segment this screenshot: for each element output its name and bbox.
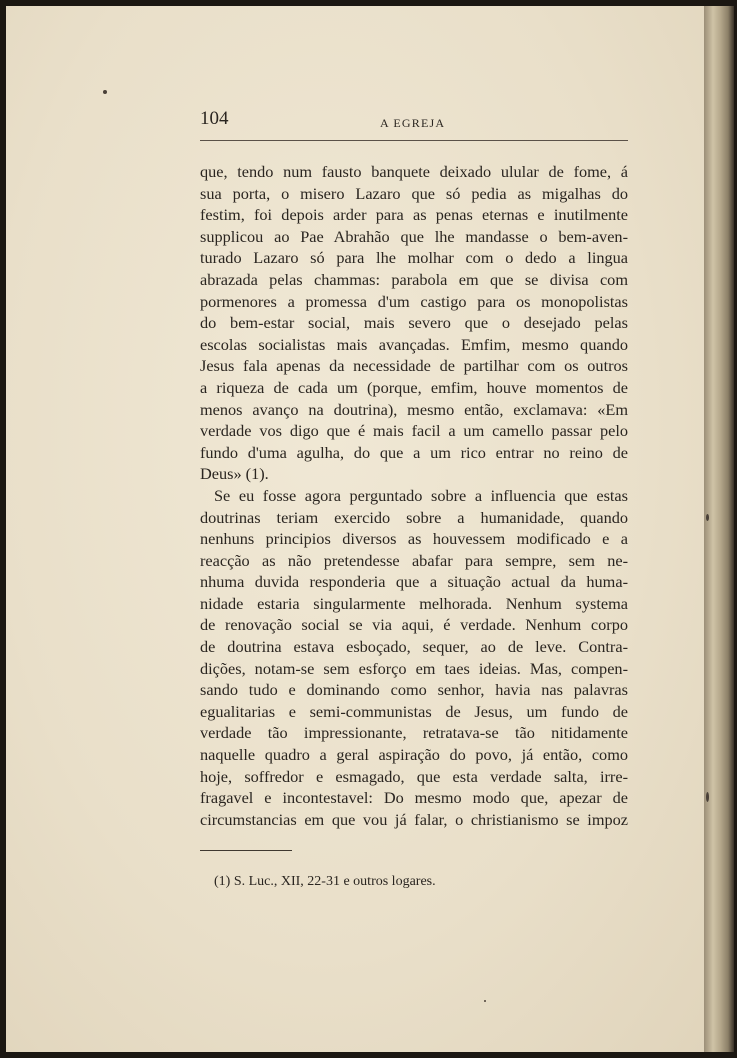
text-line: que, tendo num fausto banquete deixado ulular de fome, á (200, 162, 628, 181)
text-line: Se eu fosse agora perguntado sobre a influencia que estas (214, 485, 628, 505)
paper-speck (484, 1000, 486, 1002)
text-line: de doutrina estava esboçado, sequer, ao de leve. Contra- (200, 637, 628, 657)
text-line: naquelle quadro a geral aspiração do povo, já então, como (200, 745, 628, 765)
paper-speck (706, 514, 709, 521)
footnote-rule (200, 850, 292, 851)
text-line: nhuma duvida responderia que a situação actual da huma- (200, 572, 628, 592)
page-header (200, 108, 628, 138)
text-line: turado Lazaro só para lhe molhar com o dedo a lingua (200, 248, 628, 268)
text-line: sando tudo e dominando como senhor, havia nas palavras (200, 680, 628, 700)
text-line: reacção as não pretendesse abafar para sempre, sem ne- (200, 550, 628, 570)
text-line: nidade estaria singularmente melhorada. Nenhum systema (200, 593, 628, 613)
text-line: de renovação social se via aqui, é verdade. Nenhum corpo (200, 615, 628, 635)
text-line: do bem-estar social, mais severo que o desejado pelas (200, 313, 628, 333)
text-line: festim, foi depois arder para as penas eternas e inutilmente (200, 205, 628, 225)
text-line: verdade tão impressionante, retratava-se tão nitidamente (200, 723, 628, 743)
header-rule (200, 140, 628, 141)
text-line: doutrinas teriam exercido sobre a humanidade, quando (200, 507, 628, 527)
text-line: abrazada pelas chammas: parabola em que se divisa com (200, 269, 628, 289)
text-line: nenhuns principios diversos as houvessem modificado e a (200, 529, 628, 549)
text-line: menos avanço na doutrina), mesmo então, exclamava: «Em (200, 399, 628, 419)
text-line: fundo d'uma agulha, do que a um rico entrar no reino de (200, 442, 628, 462)
body-text (200, 161, 628, 830)
page-number: 104 (200, 108, 229, 129)
text-line: fragavel e incontestavel: Do mesmo modo que, apezar de (200, 788, 628, 808)
text-line: circumstancias em que vou já falar, o christianismo se impoz (200, 809, 628, 829)
paper-speck (706, 792, 709, 802)
paper-speck (103, 90, 107, 94)
text-line: verdade vos digo que é mais facil a um camello passar pelo (200, 421, 628, 441)
text-line: sua porta, o misero Lazaro que só pedia as migalhas do (200, 183, 628, 203)
text-line: hoje, soffredor e esmagado, que esta verdade salta, irre- (200, 766, 628, 786)
running-head: A EGREJA (380, 116, 446, 130)
text-line: Deus» (1). (200, 464, 269, 484)
footnote: (1) S. Luc., XII, 22-31 e outros logares. (214, 874, 436, 889)
text-line: pormenores a promessa d'um castigo para os monopolistas (200, 291, 628, 311)
text-line: Jesus fala apenas da necessidade de partilhar com os outros (200, 356, 628, 376)
text-line: a riqueza de cada um (porque, emfim, houve momentos de (200, 377, 628, 397)
book-page-edges (704, 6, 734, 1052)
text-line: dições, notam-se sem esforço em taes ideias. Mas, compen- (200, 658, 628, 678)
text-line: egualitarias e semi-communistas de Jesus, um fundo de (200, 701, 628, 721)
text-line: supplicou ao Pae Abrahão que lhe mandasse o bem-aven- (200, 226, 628, 246)
text-line: escolas socialistas mais avançadas. Emfim, mesmo quando (200, 334, 628, 354)
